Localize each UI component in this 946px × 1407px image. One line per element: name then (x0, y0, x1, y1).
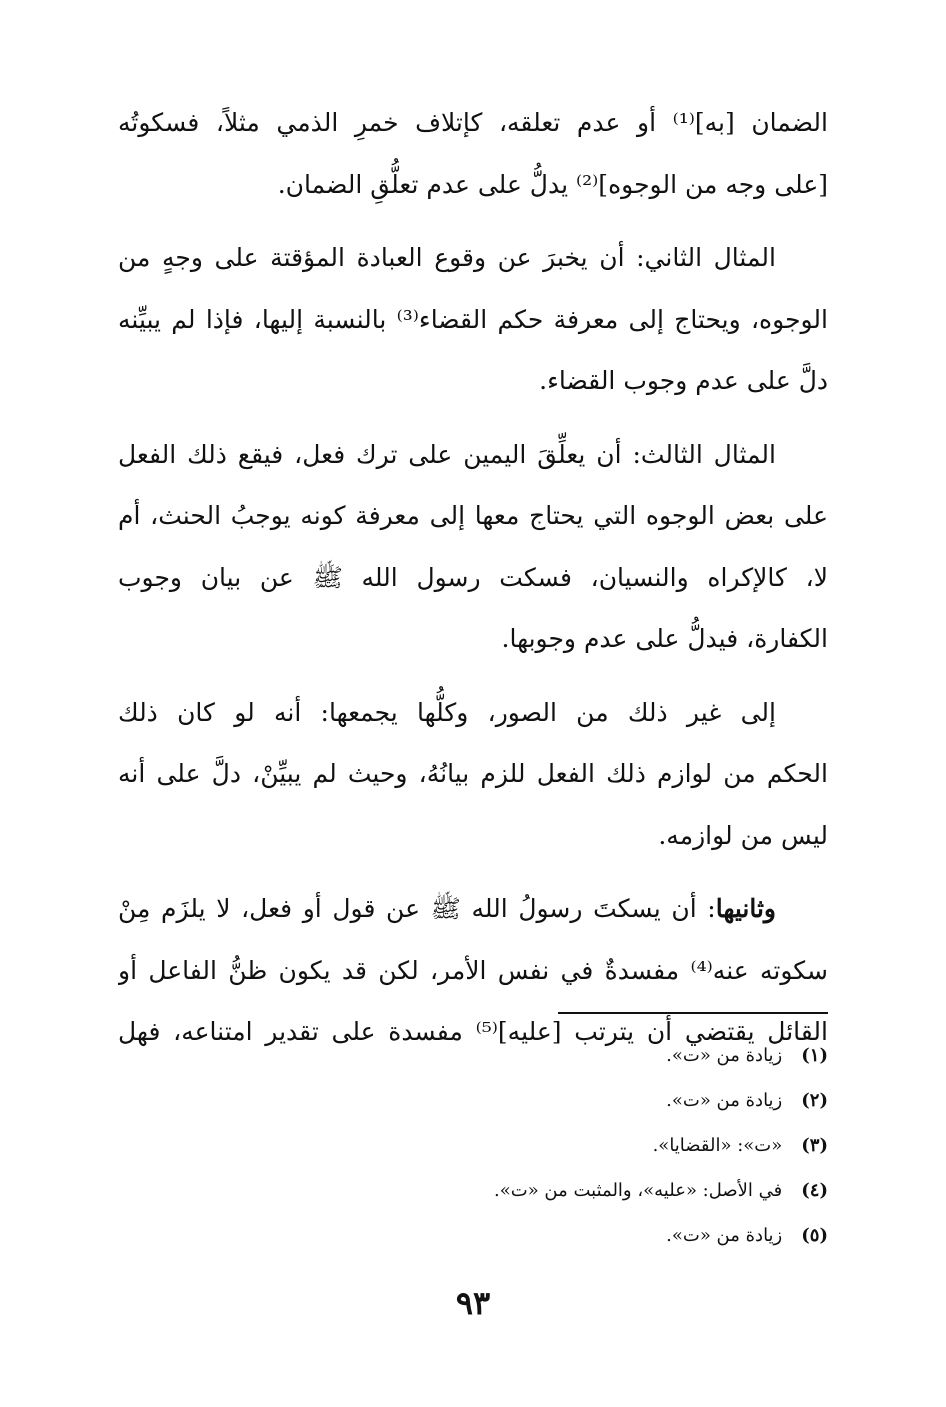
text-line: ليس من لوازمه. (658, 820, 828, 850)
footnotes (118, 1033, 828, 1258)
text-line: القائل يقتضي أن يترتب [عليه]⁽⁵⁾ مفسدة على تقدير امتناعه، فهل (118, 1017, 828, 1046)
footnote-text: زيادة من «ت». (666, 1225, 783, 1246)
text-line: سكوته عنه⁽⁴⁾ مفسدةٌ في نفس الأمر، لكن قد يكون ظنُّ الفاعل أو (118, 955, 828, 985)
footnote-number: (٣) (801, 1135, 828, 1156)
text-line: الضمان [به]⁽¹⁾ أو عدم تعلقه، كإتلاف خمرِ الذمي مثلاً، فسكوتُه (118, 108, 828, 137)
paragraph-2 (118, 227, 828, 412)
text-line-rest: : أن يسكتَ رسولُ الله ﷺ عن قول أو فعل، لا يلزَم مِنْ (118, 894, 716, 923)
footnote-item (118, 1168, 828, 1213)
section-lead-word: وثانيها (715, 894, 776, 923)
footnote-item (118, 1213, 828, 1258)
paragraph-1 (118, 92, 828, 215)
text-line: الكفارة، فيدلُّ على عدم وجوبها. (501, 624, 828, 653)
footnote-item (118, 1123, 828, 1168)
paragraph-3 (118, 424, 828, 670)
text-line: دلَّ على عدم وجوب القضاء. (539, 366, 828, 395)
text-line: [على وجه من الوجوه]⁽²⁾ يدلُّ على عدم تعلُّقِ الضمان. (277, 169, 828, 199)
footnote-text: «ت»: «القضايا». (652, 1135, 783, 1156)
text-line: لا، كالإكراه والنسيان، فسكت رسول الله ﷺ عن بيان وجوب (118, 562, 828, 592)
footnote-number: (٤) (801, 1180, 828, 1201)
footnote-text: زيادة من «ت». (666, 1045, 783, 1066)
footnote-item (118, 1078, 828, 1123)
footnote-number: (٢) (801, 1090, 828, 1111)
text-line (118, 878, 828, 940)
footnote-divider (558, 1012, 828, 1014)
page-number: ٩٣ (455, 1284, 491, 1322)
footnote-text: في الأصل: «عليه»، والمثبت من «ت». (494, 1180, 783, 1201)
text-line: المثال الثاني: أن يخبرَ عن وقوع العبادة المؤقتة على وجهٍ من (118, 243, 776, 272)
footnote-number: (١) (801, 1045, 828, 1066)
paragraph-4 (118, 682, 828, 867)
footnote-item (118, 1033, 828, 1078)
text-line: على بعض الوجوه التي يحتاج معها إلى معرفة كونه يوجبُ الحنث، أم (118, 501, 828, 530)
text-line: إلى غير ذلك من الصور، وكلُّها يجمعها: أنه لو كان ذلك (118, 697, 776, 727)
text-line: الوجوه، ويحتاج إلى معرفة حكم القضاء⁽³⁾ بالنسبة إليها، فإذا لم يبيِّنه (118, 304, 828, 334)
text-line: المثال الثالث: أن يعلِّقَ اليمين على ترك فعل، فيقع ذلك الفعل (118, 439, 776, 469)
footnote-number: (٥) (801, 1225, 828, 1246)
main-text (118, 92, 828, 1075)
text-line: الحكم من لوازم ذلك الفعل للزم بيانُهُ، وحيث لم يبيِّنْ، دلَّ على أنه (118, 759, 828, 788)
footnote-text: زيادة من «ت». (666, 1090, 783, 1111)
